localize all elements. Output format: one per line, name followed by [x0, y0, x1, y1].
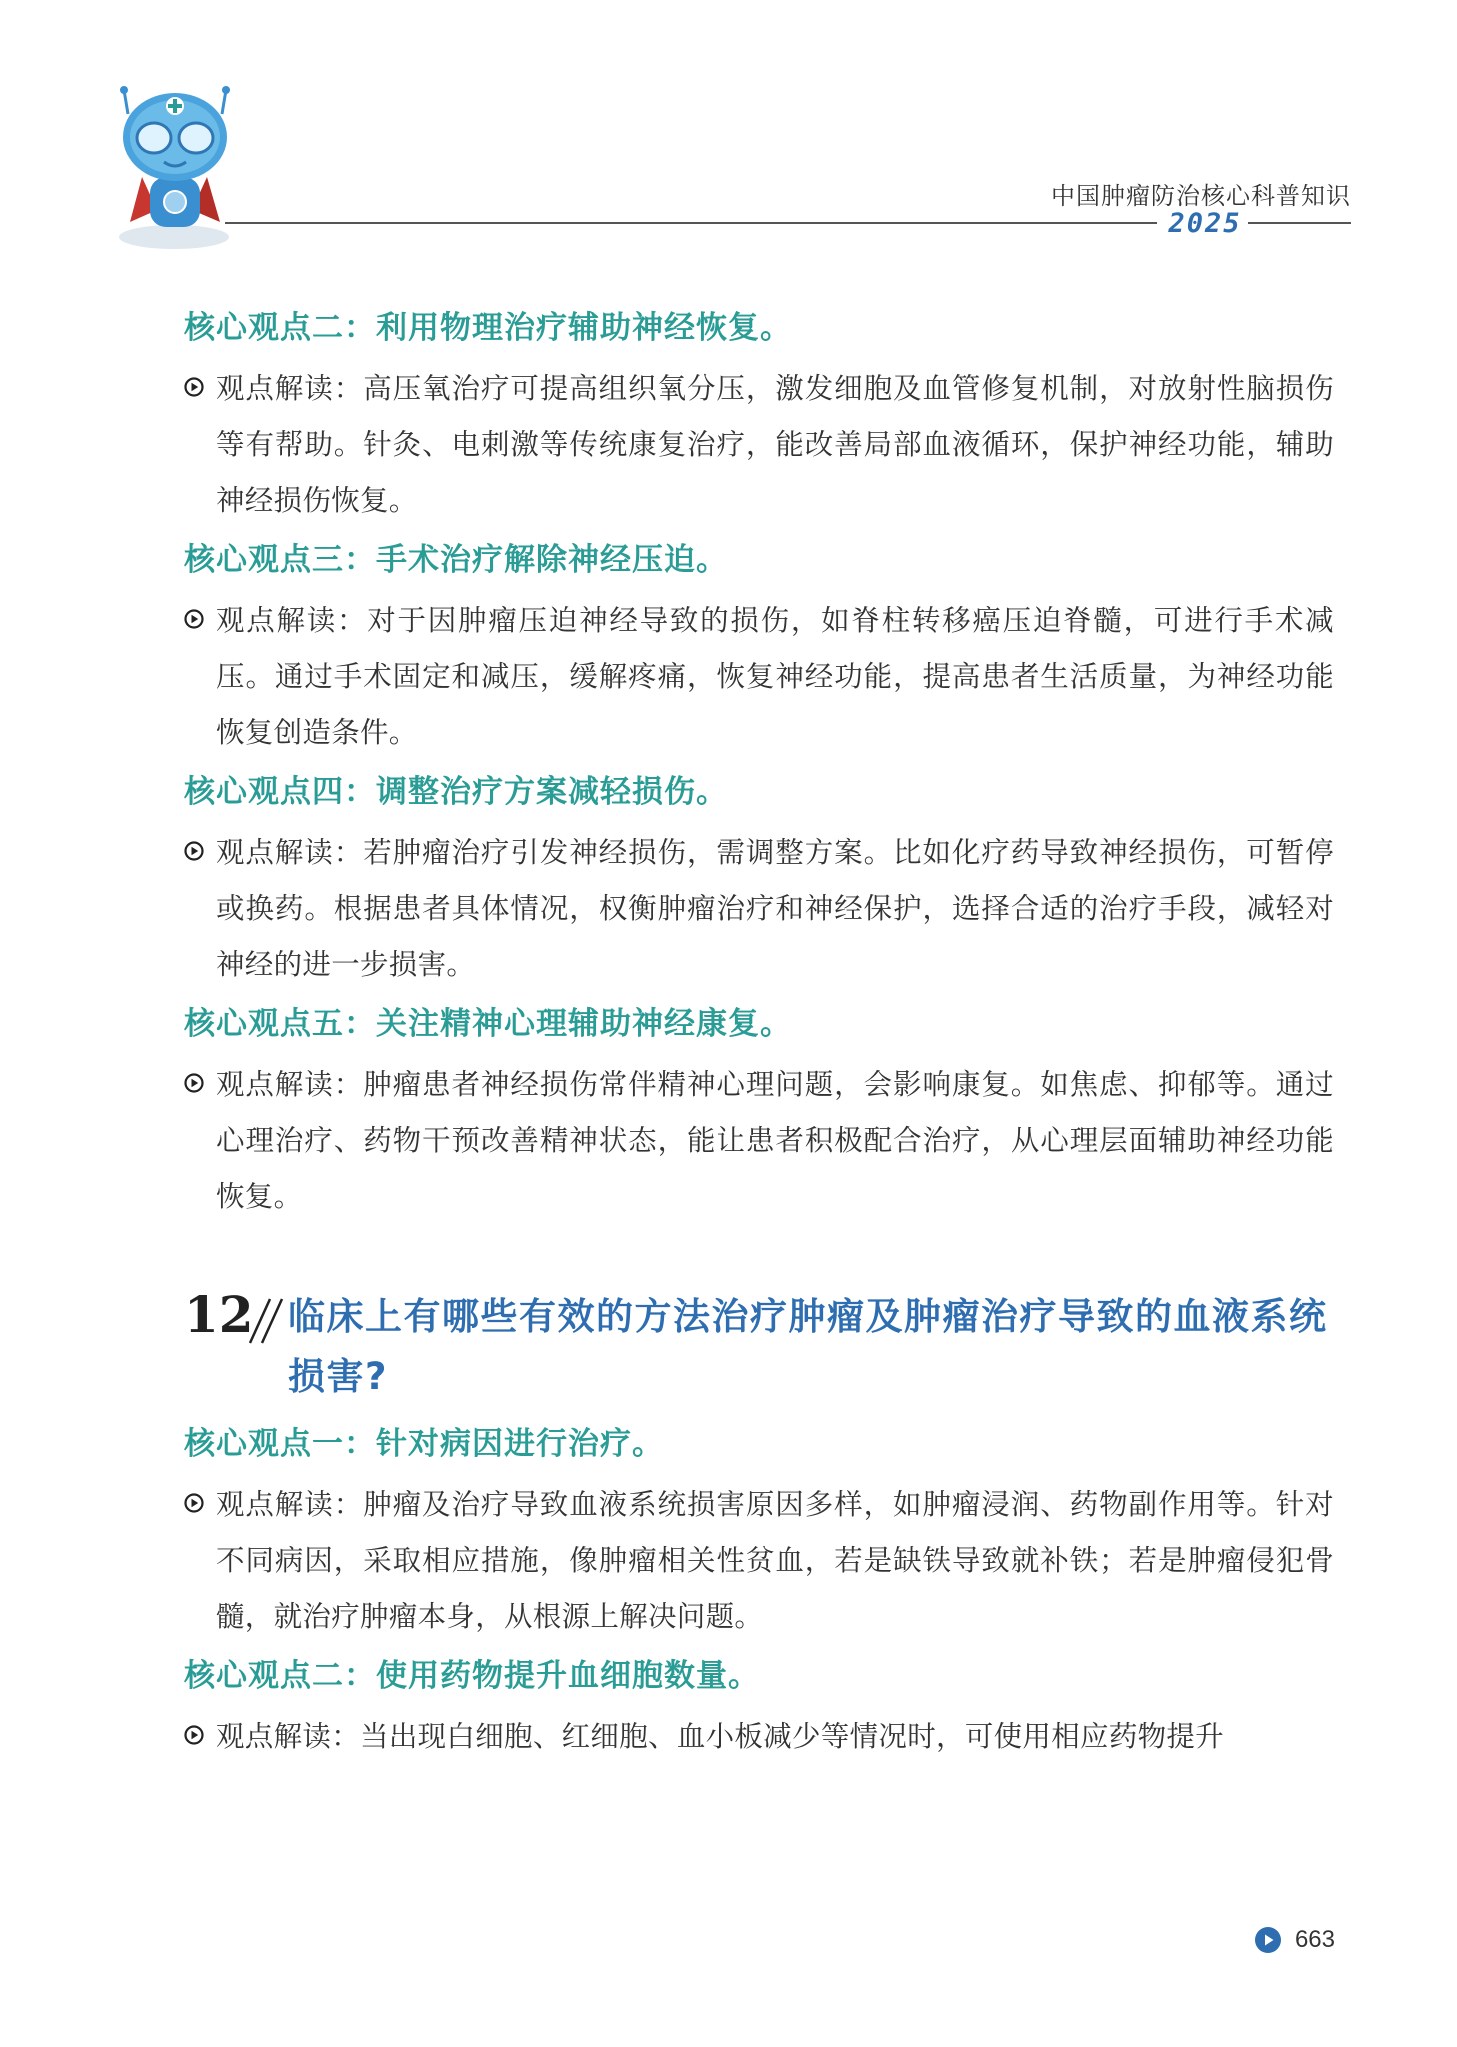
header-year: 2025: [1168, 208, 1242, 239]
point-paragraph: [184, 1477, 1334, 1645]
section-block: [184, 1001, 1334, 1225]
point-label: 观点解读：: [216, 1488, 364, 1521]
point-paragraph: [184, 361, 1334, 529]
question-number: 12: [184, 1285, 254, 1344]
play-bullet-icon: [184, 1493, 204, 1513]
header-divider-right: [1248, 222, 1351, 224]
section-heading: 核心观点二：使用药物提升血细胞数量。: [184, 1658, 760, 1694]
point-text: 对于因肿瘤压迫神经导致的损伤，如脊柱转移癌压迫脊髓，可进行手术减压。通过手术固定和减压，缓解疼痛，恢复神经功能，提高患者生活质量，为神经功能恢复创造条件。: [216, 604, 1334, 749]
header-book-title: 中国肿瘤防治核心科普知识: [1051, 182, 1351, 210]
point-paragraph: [184, 825, 1334, 993]
section-heading: 核心观点四：调整治疗方案减轻损伤。: [184, 774, 728, 810]
point-text: 高压氧治疗可提高组织氧分压，激发细胞及血管修复机制，对放射性脑损伤等有帮助。针灸、电刺激等传统康复治疗，能改善局部血液循环，保护神经功能，辅助神经损伤恢复。: [216, 372, 1334, 517]
point-label: 观点解读：: [216, 372, 364, 405]
section-block: [184, 1421, 1334, 1645]
point-paragraph: [184, 1709, 1334, 1765]
point-label: 观点解读：: [216, 1068, 364, 1101]
point-label: 观点解读：: [216, 1720, 361, 1753]
point-text: 若肿瘤治疗引发神经损伤，需调整方案。比如化疗药导致神经损伤，可暂停或换药。根据患者具体情况，权衡肿瘤治疗和神经保护，选择合适的治疗手段，减轻对神经的进一步损害。: [216, 836, 1334, 981]
play-bullet-icon: [184, 609, 204, 629]
point-paragraph: [184, 1057, 1334, 1225]
question-heading: [184, 1287, 1334, 1407]
point-label: 观点解读：: [216, 836, 364, 869]
section-block: [184, 1653, 1334, 1765]
play-bullet-icon: [184, 377, 204, 397]
double-slash-icon: [244, 1295, 286, 1347]
play-bullet-icon: [184, 1725, 204, 1745]
play-circle-icon: [1255, 1927, 1281, 1953]
question-title: 临床上有哪些有效的方法治疗肿瘤及肿瘤治疗导致的血液系统损害?: [288, 1295, 1328, 1398]
page-footer: [1255, 1926, 1335, 1954]
header-divider-left: [225, 222, 1157, 224]
point-text: 肿瘤患者神经损伤常伴精神心理问题，会影响康复。如焦虑、抑郁等。通过心理治疗、药物干预改善精神状态，能让患者积极配合治疗，从心理层面辅助神经功能恢复。: [216, 1068, 1334, 1213]
section-heading: 核心观点五：关注精神心理辅助神经康复。: [184, 1006, 792, 1042]
point-text: 肿瘤及治疗导致血液系统损害原因多样，如肿瘤浸润、药物副作用等。针对不同病因，采取相应措施，像肿瘤相关性贫血，若是缺铁导致就补铁；若是肿瘤侵犯骨髓，就治疗肿瘤本身，从根源上解决问题。: [216, 1488, 1334, 1633]
section-heading: 核心观点三：手术治疗解除神经压迫。: [184, 542, 728, 578]
point-text: 当出现白细胞、红细胞、血小板减少等情况时，可使用相应药物提升: [360, 1720, 1225, 1753]
mascot-robot-illustration: [112, 82, 242, 252]
section-heading: 核心观点二：利用物理治疗辅助神经恢复。: [184, 310, 792, 346]
section-block: [184, 305, 1334, 529]
point-label: 观点解读：: [216, 604, 368, 637]
section-heading: 核心观点一：针对病因进行治疗。: [184, 1426, 664, 1462]
section-block: [184, 769, 1334, 993]
page-number: 663: [1294, 1926, 1335, 1953]
point-paragraph: [184, 593, 1334, 761]
play-bullet-icon: [184, 1073, 204, 1093]
play-bullet-icon: [184, 841, 204, 861]
page-content: [184, 305, 1334, 1773]
section-block: [184, 537, 1334, 761]
